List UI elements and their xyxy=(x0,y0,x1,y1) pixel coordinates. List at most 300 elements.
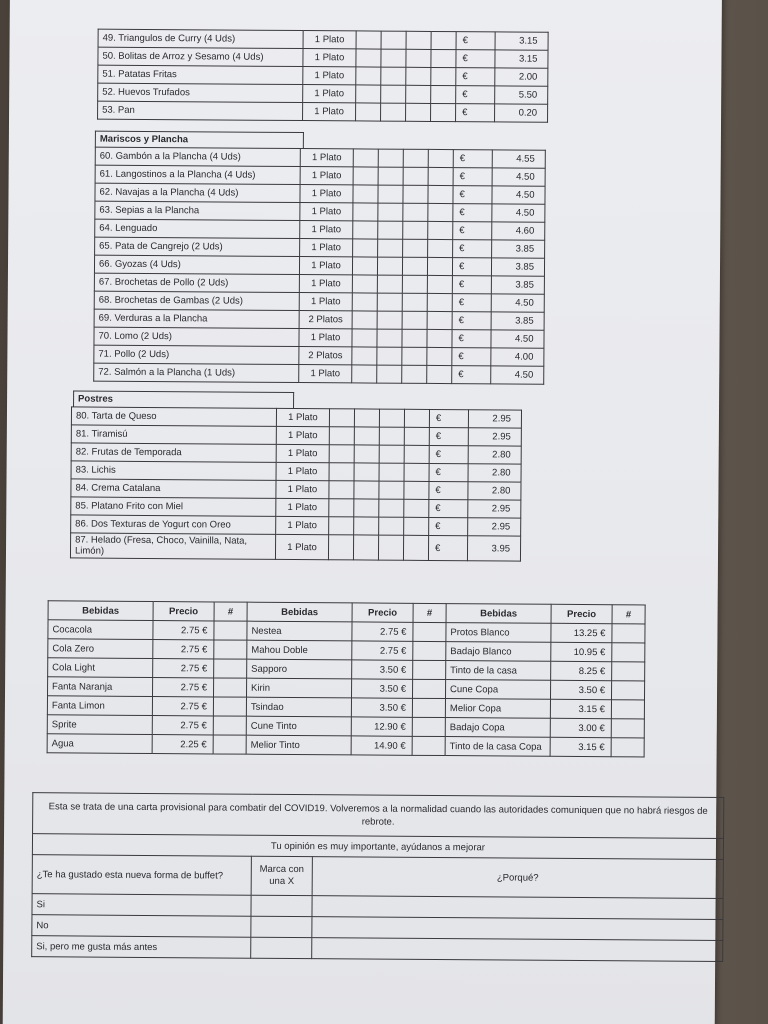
order-count-box[interactable] xyxy=(427,347,452,365)
item-name: 68. Brochetas de Gambas (2 Uds) xyxy=(94,291,299,310)
order-count-box[interactable] xyxy=(329,463,354,481)
order-count-box[interactable] xyxy=(378,167,403,185)
order-count-box[interactable] xyxy=(329,409,354,427)
drink-name: Sapporo xyxy=(247,659,352,679)
euro-sign: € xyxy=(429,445,468,463)
item-name: 61. Langostinos a la Plancha (4 Uds) xyxy=(95,165,300,184)
item-quantity: 1 Plato xyxy=(303,49,356,67)
order-count-box[interactable] xyxy=(354,517,379,535)
item-name: 84. Crema Catalana xyxy=(71,479,276,498)
item-price: 2.00 xyxy=(495,68,548,86)
menu-sheet xyxy=(3,0,722,1024)
drink-name: Cune Tinto xyxy=(246,716,351,736)
order-count-box[interactable] xyxy=(406,85,431,103)
item-name: 63. Sepias a la Plancha xyxy=(95,201,300,220)
drink-price: 2.75 € xyxy=(153,621,214,640)
mark-box-no[interactable] xyxy=(251,916,312,937)
drinks-header-count: # xyxy=(214,602,247,621)
order-count-box[interactable] xyxy=(406,103,431,121)
item-name: 53. Pan xyxy=(98,101,303,120)
euro-sign: € xyxy=(429,427,468,445)
order-count-box[interactable] xyxy=(431,49,456,67)
order-count-box[interactable] xyxy=(403,203,428,221)
euro-sign: € xyxy=(429,517,468,535)
drink-price: 3.50 € xyxy=(351,698,412,717)
drink-name: Badajo Blanco xyxy=(446,642,551,662)
item-name: 51. Patatas Fritas xyxy=(98,65,303,84)
order-count-box[interactable] xyxy=(379,409,404,427)
item-price: 4.50 xyxy=(492,168,545,186)
order-count-box[interactable] xyxy=(428,149,453,167)
survey-table xyxy=(31,792,724,962)
item-quantity: 1 Plato xyxy=(275,534,328,559)
order-count-box[interactable] xyxy=(353,239,378,257)
item-quantity: 1 Plato xyxy=(300,239,353,257)
order-count-box[interactable] xyxy=(431,67,456,85)
euro-sign: € xyxy=(452,330,491,348)
drink-count-box[interactable] xyxy=(213,678,246,697)
order-count-box[interactable] xyxy=(381,49,406,67)
order-count-box[interactable] xyxy=(329,445,354,463)
order-count-box[interactable] xyxy=(379,427,404,445)
item-quantity: 1 Plato xyxy=(300,221,353,239)
euro-sign: € xyxy=(456,68,495,86)
item-quantity: 1 Plato xyxy=(303,67,356,85)
drink-count-box[interactable] xyxy=(611,738,644,757)
order-count-box[interactable] xyxy=(377,311,402,329)
item-name: 65. Pata de Cangrejo (2 Uds) xyxy=(95,237,300,256)
order-count-box[interactable] xyxy=(402,347,427,365)
item-name: 62. Navajas a la Plancha (4 Uds) xyxy=(95,183,300,202)
order-count-box[interactable] xyxy=(353,535,378,560)
covid-notice: Esta se trata de una carta provisional para combatir del COVID19. Volveremos a la normalidad cuando las autoridades comuniquen que no habrá riesgos de rebrote. xyxy=(33,793,724,839)
drink-price: 13.25 € xyxy=(551,623,612,642)
order-count-box[interactable] xyxy=(356,85,381,103)
order-count-box[interactable] xyxy=(403,239,428,257)
order-count-box[interactable] xyxy=(356,67,381,85)
euro-sign: € xyxy=(428,535,467,560)
drink-count-box[interactable] xyxy=(213,697,246,716)
why-header: ¿Porqué? xyxy=(312,857,723,899)
item-quantity: 1 Plato xyxy=(300,149,353,167)
drink-count-box[interactable] xyxy=(611,681,644,700)
order-count-box[interactable] xyxy=(428,185,453,203)
order-count-box[interactable] xyxy=(403,535,428,560)
drinks-header-name: Bebidas xyxy=(446,604,551,624)
drink-price: 2.75 € xyxy=(152,716,213,735)
item-price: 5.50 xyxy=(495,86,548,104)
drink-name: Mahou Doble xyxy=(247,640,352,660)
drink-price: 3.15 € xyxy=(550,737,611,756)
mark-box-si[interactable] xyxy=(251,895,312,916)
order-count-box[interactable] xyxy=(356,103,381,121)
euro-sign: € xyxy=(429,481,468,499)
order-count-box[interactable] xyxy=(404,409,429,427)
item-quantity: 1 Plato xyxy=(276,462,329,480)
drinks-header-name: Bebidas xyxy=(247,602,352,622)
survey-question: ¿Te ha gustado esta nueva forma de buffet? xyxy=(32,855,251,896)
drink-name: Badajo Copa xyxy=(445,718,550,738)
drink-price: 12.90 € xyxy=(351,717,412,736)
order-count-box[interactable] xyxy=(353,203,378,221)
drinks-header-count: # xyxy=(612,605,645,624)
item-quantity: 1 Plato xyxy=(300,203,353,221)
euro-sign: € xyxy=(453,204,492,222)
order-count-box[interactable] xyxy=(329,427,354,445)
order-count-box[interactable] xyxy=(431,31,456,49)
item-price: 4.50 xyxy=(492,186,545,204)
order-count-box[interactable] xyxy=(431,85,456,103)
order-count-box[interactable] xyxy=(353,221,378,239)
option-no: No xyxy=(32,915,251,938)
order-count-box[interactable] xyxy=(406,49,431,67)
drink-count-box[interactable] xyxy=(611,719,644,738)
item-quantity: 1 Plato xyxy=(276,480,329,498)
order-count-box[interactable] xyxy=(428,203,453,221)
order-count-box[interactable] xyxy=(377,365,402,383)
drink-count-box[interactable] xyxy=(413,660,446,679)
drink-name: Sprite xyxy=(47,715,152,735)
drink-count-box[interactable] xyxy=(413,641,446,660)
item-quantity: 1 Plato xyxy=(276,426,329,444)
order-count-box[interactable] xyxy=(403,185,428,203)
order-count-box[interactable] xyxy=(381,67,406,85)
drink-count-box[interactable] xyxy=(412,717,445,736)
drink-name: Cune Copa xyxy=(445,680,550,700)
drink-price: 3.50 € xyxy=(352,660,413,679)
item-name: 85. Platano Frito con Miel xyxy=(71,497,276,516)
euro-sign: € xyxy=(456,104,495,122)
order-count-box[interactable] xyxy=(378,239,403,257)
item-name: 49. Triangulos de Curry (4 Uds) xyxy=(98,29,303,48)
drink-count-box[interactable] xyxy=(413,622,446,641)
drink-price: 3.50 € xyxy=(550,680,611,699)
order-count-box[interactable] xyxy=(428,221,453,239)
item-price: 3.95 xyxy=(467,536,520,561)
drinks-header-count: # xyxy=(413,603,446,622)
euro-sign: € xyxy=(456,50,495,68)
order-count-box[interactable] xyxy=(381,31,406,49)
order-count-box[interactable] xyxy=(328,535,353,560)
drink-name: Protos Blanco xyxy=(446,623,551,643)
order-count-box[interactable] xyxy=(427,329,452,347)
drink-name: Melior Tinto xyxy=(246,735,351,755)
order-count-box[interactable] xyxy=(377,275,402,293)
item-name: 81. Tiramisú xyxy=(71,425,276,444)
item-price: 4.50 xyxy=(491,330,544,348)
item-price: 3.85 xyxy=(491,276,544,294)
drinks-header-price: Precio xyxy=(153,602,214,621)
order-count-box[interactable] xyxy=(379,499,404,517)
item-price: 0.20 xyxy=(495,104,548,122)
order-count-box[interactable] xyxy=(404,481,429,499)
order-count-box[interactable] xyxy=(402,275,427,293)
drink-count-box[interactable] xyxy=(611,700,644,719)
item-quantity: 1 Plato xyxy=(276,498,329,516)
drink-name: Cola Light xyxy=(48,658,153,678)
why-box-si-pero[interactable] xyxy=(312,938,723,962)
order-count-box[interactable] xyxy=(402,293,427,311)
order-count-box[interactable] xyxy=(356,49,381,67)
drinks-row xyxy=(47,734,644,757)
order-count-box[interactable] xyxy=(406,67,431,85)
item-name: 50. Bolitas de Arroz y Sesamo (4 Uds) xyxy=(98,47,303,66)
euro-sign: € xyxy=(456,32,495,50)
drink-price: 2.25 € xyxy=(152,735,213,754)
item-name: 52. Huevos Trufados xyxy=(98,83,303,102)
order-count-box[interactable] xyxy=(427,257,452,275)
order-count-box[interactable] xyxy=(353,149,378,167)
drink-name: Tinto de la casa xyxy=(446,661,551,681)
order-count-box[interactable] xyxy=(353,185,378,203)
drink-price: 3.00 € xyxy=(550,718,611,737)
euro-sign: € xyxy=(452,276,491,294)
drink-count-box[interactable] xyxy=(214,621,247,640)
drink-name: Cocacola xyxy=(48,620,153,640)
item-price: 2.95 xyxy=(468,428,521,446)
drink-price: 2.75 € xyxy=(352,622,413,641)
euro-sign: € xyxy=(429,499,468,517)
drink-count-box[interactable] xyxy=(612,662,645,681)
order-count-box[interactable] xyxy=(403,149,428,167)
order-count-box[interactable] xyxy=(427,293,452,311)
euro-sign: € xyxy=(456,86,495,104)
euro-sign: € xyxy=(452,294,491,312)
menu-table-mariscos xyxy=(93,147,546,385)
item-name: 60. Gambón a la Plancha (4 Uds) xyxy=(95,147,300,166)
euro-sign: € xyxy=(453,150,492,168)
menu-row xyxy=(70,533,520,561)
item-name: 64. Lenguado xyxy=(95,219,300,238)
drink-count-box[interactable] xyxy=(214,659,247,678)
order-count-box[interactable] xyxy=(354,409,379,427)
item-price: 2.95 xyxy=(468,500,521,518)
order-count-box[interactable] xyxy=(427,311,452,329)
item-quantity: 1 Plato xyxy=(299,329,352,347)
item-name: 87. Helado (Fresa, Choco, Vainilla, Nata, Limón) xyxy=(70,533,275,559)
order-count-box[interactable] xyxy=(404,517,429,535)
order-count-box[interactable] xyxy=(378,203,403,221)
menu-table-postres xyxy=(70,406,522,561)
drink-price: 2.75 € xyxy=(153,640,214,659)
order-count-box[interactable] xyxy=(404,427,429,445)
order-count-box[interactable] xyxy=(379,445,404,463)
item-quantity: 1 Plato xyxy=(303,103,356,121)
item-price: 4.55 xyxy=(492,150,545,168)
order-count-box[interactable] xyxy=(403,221,428,239)
section-title-postres: Postres xyxy=(73,390,294,408)
drink-price: 3.50 € xyxy=(351,679,412,698)
drink-name: Nestea xyxy=(247,621,352,641)
item-name: 86. Dos Texturas de Yogurt con Oreo xyxy=(71,515,276,534)
item-quantity: 1 Plato xyxy=(276,444,329,462)
drink-price: 8.25 € xyxy=(551,661,612,680)
order-count-box[interactable] xyxy=(427,275,452,293)
order-count-box[interactable] xyxy=(377,257,402,275)
item-name: 69. Verduras a la Plancha xyxy=(94,309,299,328)
why-box-si[interactable] xyxy=(312,896,723,920)
order-count-box[interactable] xyxy=(352,293,377,311)
order-count-box[interactable] xyxy=(377,329,402,347)
drink-count-box[interactable] xyxy=(412,679,445,698)
order-count-box[interactable] xyxy=(402,329,427,347)
item-price: 3.85 xyxy=(491,258,544,276)
item-price: 3.15 xyxy=(495,50,548,68)
order-count-box[interactable] xyxy=(352,329,377,347)
order-count-box[interactable] xyxy=(354,463,379,481)
item-quantity: 1 Plato xyxy=(303,85,356,103)
item-price: 2.95 xyxy=(468,410,521,428)
item-name: 71. Pollo (2 Uds) xyxy=(94,345,299,364)
drinks-header-price: Precio xyxy=(352,603,413,622)
order-count-box[interactable] xyxy=(353,167,378,185)
item-quantity: 1 Plato xyxy=(300,167,353,185)
order-count-box[interactable] xyxy=(377,293,402,311)
item-name: 83. Lichis xyxy=(71,461,276,480)
order-count-box[interactable] xyxy=(431,103,456,121)
mark-box-si-pero[interactable] xyxy=(251,937,312,958)
euro-sign: € xyxy=(453,168,492,186)
order-count-box[interactable] xyxy=(352,365,377,383)
option-si: Si xyxy=(32,894,251,917)
order-count-box[interactable] xyxy=(381,85,406,103)
drink-name: Fanta Naranja xyxy=(48,677,153,697)
item-quantity: 1 Plato xyxy=(299,257,352,275)
order-count-box[interactable] xyxy=(406,31,431,49)
mark-header: Marca con una X xyxy=(251,856,312,895)
order-count-box[interactable] xyxy=(352,257,377,275)
euro-sign: € xyxy=(452,366,491,384)
drink-price: 10.95 € xyxy=(551,642,612,661)
euro-sign: € xyxy=(453,240,492,258)
drink-price: 14.90 € xyxy=(351,736,412,755)
order-count-box[interactable] xyxy=(428,239,453,257)
why-box-no[interactable] xyxy=(312,917,723,941)
order-count-box[interactable] xyxy=(354,427,379,445)
drink-count-box[interactable] xyxy=(213,716,246,735)
item-quantity: 1 Plato xyxy=(303,31,356,49)
item-quantity: 1 Plato xyxy=(299,275,352,293)
order-count-box[interactable] xyxy=(329,517,354,535)
order-count-box[interactable] xyxy=(404,463,429,481)
order-count-box[interactable] xyxy=(354,499,379,517)
order-count-box[interactable] xyxy=(379,517,404,535)
order-count-box[interactable] xyxy=(427,365,452,383)
drinks-header-price: Precio xyxy=(551,604,612,623)
menu-row xyxy=(98,101,548,122)
order-count-box[interactable] xyxy=(377,347,402,365)
item-quantity: 1 Plato xyxy=(299,293,352,311)
item-quantity: 1 Plato xyxy=(276,516,329,534)
item-price: 4.50 xyxy=(491,366,544,384)
order-count-box[interactable] xyxy=(428,167,453,185)
order-count-box[interactable] xyxy=(354,481,379,499)
drink-name: Tinto de la casa Copa xyxy=(445,737,550,757)
drink-name: Tsindao xyxy=(246,697,351,717)
order-count-box[interactable] xyxy=(378,185,403,203)
item-name: 72. Salmón a la Plancha (1 Uds) xyxy=(94,363,299,382)
item-price: 4.60 xyxy=(492,222,545,240)
survey-subtitle: Tu opinión es muy importante, ayúdanos a mejorar xyxy=(32,834,723,860)
drink-count-box[interactable] xyxy=(612,643,645,662)
drink-price: 2.75 € xyxy=(352,641,413,660)
item-price: 4.00 xyxy=(491,348,544,366)
item-price: 4.50 xyxy=(491,294,544,312)
drink-price: 2.75 € xyxy=(153,659,214,678)
option-si-pero: Si, pero me gusta más antes xyxy=(32,936,251,959)
item-price: 2.80 xyxy=(468,482,521,500)
order-count-box[interactable] xyxy=(378,149,403,167)
item-price: 2.95 xyxy=(468,518,521,536)
drink-name: Fanta Limon xyxy=(47,696,152,716)
order-count-box[interactable] xyxy=(352,275,377,293)
order-count-box[interactable] xyxy=(354,445,379,463)
order-count-box[interactable] xyxy=(402,257,427,275)
euro-sign: € xyxy=(429,409,468,427)
order-count-box[interactable] xyxy=(404,445,429,463)
drink-name: Cola Zero xyxy=(48,639,153,659)
item-name: 67. Brochetas de Pollo (2 Uds) xyxy=(94,273,299,292)
drink-count-box[interactable] xyxy=(612,624,645,643)
order-count-box[interactable] xyxy=(352,311,377,329)
item-quantity: 1 Plato xyxy=(276,408,329,426)
order-count-box[interactable] xyxy=(381,103,406,121)
item-price: 2.80 xyxy=(468,464,521,482)
drink-count-box[interactable] xyxy=(213,735,246,754)
drink-price: 2.75 € xyxy=(152,697,213,716)
order-count-box[interactable] xyxy=(378,535,403,560)
drink-count-box[interactable] xyxy=(412,698,445,717)
euro-sign: € xyxy=(453,186,492,204)
order-count-box[interactable] xyxy=(379,481,404,499)
order-count-box[interactable] xyxy=(329,481,354,499)
order-count-box[interactable] xyxy=(402,311,427,329)
drinks-header-name: Bebidas xyxy=(48,601,153,621)
item-name: 70. Lomo (2 Uds) xyxy=(94,327,299,346)
item-price: 2.80 xyxy=(468,446,521,464)
order-count-box[interactable] xyxy=(403,167,428,185)
order-count-box[interactable] xyxy=(329,499,354,517)
euro-sign: € xyxy=(453,222,492,240)
item-name: 80. Tarta de Queso xyxy=(71,407,276,426)
item-quantity: 1 Plato xyxy=(299,365,352,383)
drink-count-box[interactable] xyxy=(214,640,247,659)
order-count-box[interactable] xyxy=(378,221,403,239)
drink-name: Kirin xyxy=(246,678,351,698)
drink-price: 3.15 € xyxy=(550,699,611,718)
order-count-box[interactable] xyxy=(404,499,429,517)
order-count-box[interactable] xyxy=(356,31,381,49)
item-price: 3.85 xyxy=(492,240,545,258)
drinks-table xyxy=(47,600,646,757)
item-price: 3.85 xyxy=(491,312,544,330)
item-quantity: 2 Platos xyxy=(299,311,352,329)
menu-row xyxy=(94,363,544,384)
euro-sign: € xyxy=(429,463,468,481)
item-quantity: 1 Plato xyxy=(300,185,353,203)
item-name: 82. Frutas de Temporada xyxy=(71,443,276,462)
menu-table-top xyxy=(97,29,549,123)
drink-price: 2.75 € xyxy=(153,678,214,697)
drink-name: Melior Copa xyxy=(445,699,550,719)
order-count-box[interactable] xyxy=(379,463,404,481)
order-count-box[interactable] xyxy=(352,347,377,365)
item-quantity: 2 Platos xyxy=(299,347,352,365)
drink-count-box[interactable] xyxy=(412,736,445,755)
order-count-box[interactable] xyxy=(402,365,427,383)
euro-sign: € xyxy=(452,258,491,276)
euro-sign: € xyxy=(452,348,491,366)
